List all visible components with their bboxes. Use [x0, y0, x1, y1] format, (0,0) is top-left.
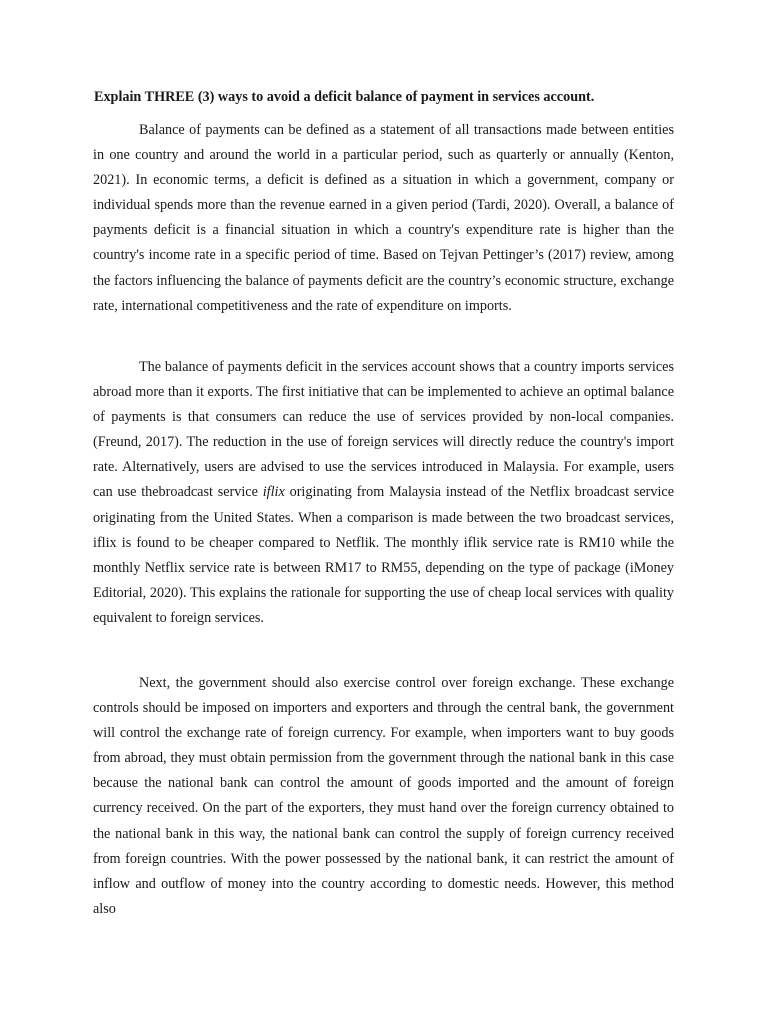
paragraph-local-services-text-start: The balance of payments deficit in the services account shows that a country imports services abroad more than it exports. The first initiative that can be implemented to achieve an optimal balance of payments is that consumers can reduce the use of services provided by non-local companies. (Freund, 2017). The reduction in the use of foreign services will directly reduce the country's import rate. Alternatively, users are advised to use the services introduced in Malaysia. For example, users can use thebroadcast service: [93, 359, 674, 501]
paragraph-local-services: [93, 355, 674, 631]
paragraph-exchange-control: Next, the government should also exercise control over foreign exchange. These exchange controls should be imposed on importers and exporters and through the central bank, the government will control the exchange rate of foreign currency. For example, when importers want to buy goods from abroad, they must obtain permission from the government through the national bank in this case because the national bank can control the amount of goods imported and the amount of foreign currency received. On the part of the exporters, they must hand over the foreign currency obtained to the national bank in this way, the national bank can control the supply of foreign currency received from foreign countries. With the power possessed by the national bank, it can restrict the amount of inflow and outflow of money into the country according to domestic needs. However, this method also: [93, 675, 674, 917]
paragraph-definition: Balance of payments can be defined as a statement of all transactions made between entities in one country and around the world in a particular period, such as quarterly or annually (Kenton, 2021). In economic terms, a deficit is defined as a situation in which a government, company or individual spends more than the revenue earned in a given period (Tardi, 2020). Overall, a balance of payments deficit is a financial situation in which a country's expenditure rate is higher than the country's income rate in a specific period of time. Based on Tejvan Pettinger’s (2017) review, among the factors influencing the balance of payments deficit are the country’s economic structure, exchange rate, international competitiveness and the rate of expenditure on imports.: [93, 122, 674, 314]
question-heading: Explain THREE (3) ways to avoid a deficit balance of payment in services account.: [94, 89, 595, 105]
paragraph-local-services-text-end: originating from Malaysia instead of the Netflix broadcast service originating from the United States. When a comparison is made between the two broadcast services, iflix is found to be cheaper compared to Netflik. The monthly iflik service rate is RM10 while the monthly Netflix service rate is between RM17 to RM55, depending on the type of package (iMoney Editorial, 2020). This explains the rationale for supporting the use of cheap local services with quality equivalent to foreign services.: [93, 484, 674, 626]
iflix-italic-term: iflix: [262, 484, 285, 501]
